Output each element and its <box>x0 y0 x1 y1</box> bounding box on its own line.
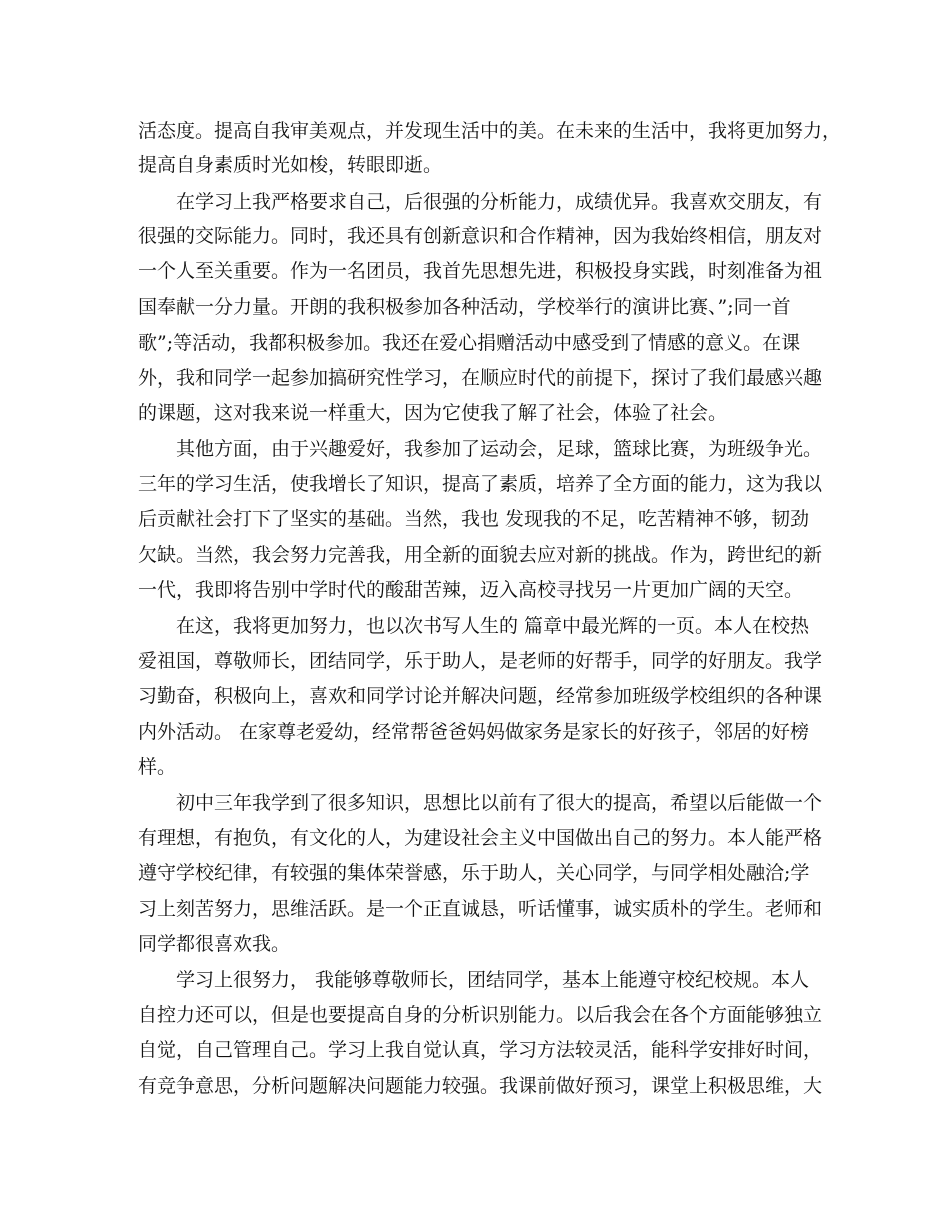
text-line: 提高自身素质时光如梭，转眼即逝。 <box>138 154 443 176</box>
text-line: 三年的学习生活，使我增长了知识，提高了素质，培养了全方面的能力，这为我以 <box>138 473 823 495</box>
text-line: 习上刻苦努力，思维活跃。是一个正直诚恳，听话懂事，诚实质朴的学生。老师和 <box>138 898 823 920</box>
text-line: 外，我和同学一起参加搞研究性学习，在顺应时代的前提下，探讨了我们最感兴趣 <box>138 367 823 389</box>
text-line: 样。 <box>138 756 177 778</box>
text-line: 歌”;等活动，我都积极参加。我还在爱心捐赠活动中感受到了情感的意义。在课 <box>138 332 801 354</box>
text-line: 习勤奋，积极向上，喜欢和同学讨论并解决问题，经常参加班级学校组织的各种课 <box>138 685 823 707</box>
paragraph-start-line: 学习上很努力， 我能够尊敬师长，团结同学，基本上能遵守校纪校规。本人 <box>176 969 810 991</box>
text-line: 自控力还可以，但是也要提高自身的分析识别能力。以后我会在各个方面能够独立 <box>138 1004 823 1026</box>
text-line: 一个人至关重要。作为一名团员，我首先思想先进，积极投身实践，时刻准备为祖 <box>138 260 823 282</box>
paragraph-start-line: 初中三年我学到了很多知识，思想比以前有了很大的提高，希望以后能做一个 <box>176 792 823 814</box>
text-line: 同学都很喜欢我。 <box>138 933 291 955</box>
text-line: 有理想，有抱负，有文化的人，为建设社会主义中国做出自己的努力。本人能严格 <box>138 827 823 849</box>
text-line: 后贡献社会打下了坚实的基础。当然，我也 发现我的不足，吃苦精神不够，韧劲 <box>138 508 810 530</box>
text-line: 很强的交际能力。同时，我还具有创新意识和合作精神，因为我始终相信，朋友对 <box>138 225 823 247</box>
text-line: 内外活动。 在家尊老爱幼，经常帮爸爸妈妈做家务是家长的好孩子，邻居的好榜 <box>138 721 810 743</box>
text-line: 遵守学校纪律，有较强的集体荣誉感，乐于助人，关心同学，与同学相处融洽;学 <box>138 862 810 884</box>
text-line: 国奉献一分力量。开朗的我积极参加各种活动，学校举行的演讲比赛、”;同一首 <box>138 296 791 318</box>
paragraph-start-line: 在学习上我严格要求自己，后很强的分析能力，成绩优异。我喜欢交朋友，有 <box>176 191 823 213</box>
paragraph-start-line: 在这，我将更加努力，也以次书写人生的 篇章中最光辉的一页。本人在校热 <box>176 615 810 637</box>
text-line: 自觉，自己管理自己。学习上我自觉认真，学习方法较灵活，能科学安排好时间， <box>138 1039 823 1061</box>
text-line: 有竞争意思，分析问题解决问题能力较强。我课前做好预习，课堂上积极思维，大 <box>138 1075 823 1097</box>
paragraph-start-line: 其他方面，由于兴趣爱好，我参加了运动会，足球，篮球比赛，为班级争光。 <box>176 438 823 460</box>
text-line: 活态度。提高自我审美观点，并发现生活中的美。在未来的生活中，我将更加努力， <box>138 120 842 142</box>
text-line: 爱祖国，尊敬师长，团结同学，乐于助人，是老师的好帮手，同学的好朋友。我学 <box>138 650 823 672</box>
text-line: 的课题，这对我来说一样重大，因为它使我了解了社会，体验了社会。 <box>138 402 728 424</box>
text-line: 一代，我即将告别中学时代的酸甜苦辣，迈入高校寻找另一片更加广阔的天空。 <box>138 579 804 601</box>
text-line: 欠缺。当然，我会努力完善我，用全新的面貌去应对新的挑战。作为，跨世纪的新 <box>138 544 823 566</box>
